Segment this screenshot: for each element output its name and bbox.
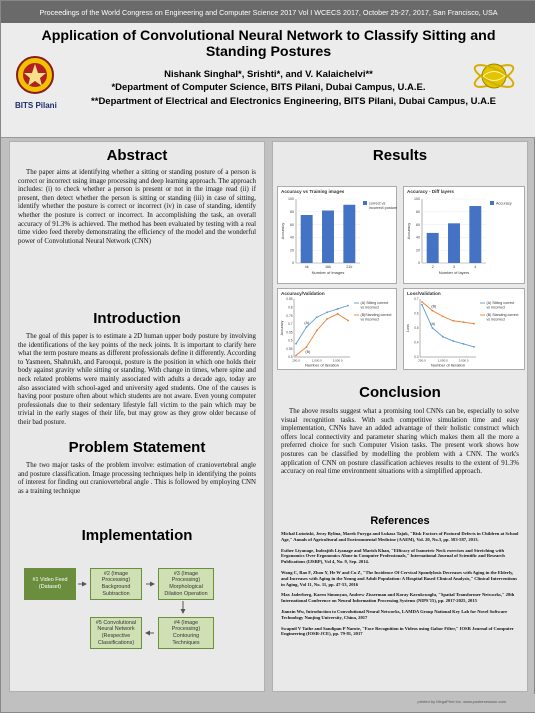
bar bbox=[469, 206, 481, 263]
flow-box-contouring: #4 (Image Processing) Contouring Techniques bbox=[158, 617, 214, 649]
chart-accuracy-validation bbox=[277, 288, 397, 370]
series-line bbox=[422, 302, 474, 324]
chart-3-title: Accuracy/Validation bbox=[281, 291, 325, 296]
data-point bbox=[421, 304, 423, 306]
legend-label: correct vs incorrect posture bbox=[369, 201, 398, 210]
y-tick-label: 20 bbox=[290, 248, 294, 253]
flow-box-cnn: #5 Convolutional Neural Network (Respective Classifications) bbox=[90, 617, 142, 649]
y-tick-label: 0.7 bbox=[414, 297, 419, 302]
chart-accuracy-filters bbox=[403, 186, 525, 284]
conference-bar: Proceedings of the World Congress on Engineering and Computer Science 2017 Vol I WCECS 2017, October 25-27, 2017, San Francisco, USA bbox=[1, 1, 535, 23]
series-b-callout: (B) bbox=[305, 350, 311, 355]
data-point bbox=[347, 305, 349, 307]
y-tick-label: 0.4 bbox=[414, 340, 419, 345]
bar bbox=[448, 223, 460, 263]
chart-1-title: Accuracy vs Training images bbox=[281, 189, 345, 194]
data-point bbox=[452, 340, 454, 342]
bar bbox=[301, 215, 313, 263]
y-tick-label: 0.65 bbox=[286, 330, 293, 335]
reference-item: Jianxin Wu, Introduction to Convolutional Neural Networks, LAMDA Group National Key Lab for Novel Software Technology Nanjing University, China, 2017 bbox=[281, 608, 508, 620]
chart-1-svg bbox=[278, 187, 398, 285]
introduction-section bbox=[18, 310, 256, 428]
x-axis-label: Number of layers bbox=[438, 270, 470, 275]
series-b-callout: (B) bbox=[431, 304, 437, 309]
x-tick-label: 4 bbox=[474, 265, 477, 269]
x-axis-label: Number of images bbox=[311, 270, 345, 275]
y-tick-label: 40 bbox=[290, 235, 294, 240]
chart-loss-validation bbox=[403, 288, 525, 370]
data-point bbox=[295, 354, 297, 356]
x-tick-label: 4k bbox=[304, 265, 309, 269]
conclusion-section bbox=[281, 384, 519, 477]
x-tick-label: 200.0 bbox=[418, 358, 426, 363]
chart-4-svg bbox=[404, 289, 526, 371]
conclusion-heading: Conclusion bbox=[359, 384, 441, 401]
y-tick-label: 100 bbox=[288, 197, 294, 202]
legend-swatch bbox=[363, 201, 367, 205]
x-tick-label: 3,000.0 bbox=[458, 358, 469, 363]
abstract-section bbox=[18, 147, 256, 246]
data-point bbox=[452, 320, 454, 322]
reference-item: Swapnil V Tathe and Sandipan P Narote, "Face Recognition in Videos using Gabor Filter," IOSR Journal of Computer Engineering (IOSR-JCE), pp. 79-81, 2017 bbox=[281, 625, 514, 637]
problem-section bbox=[18, 439, 256, 496]
reference-item: Max Jaderberg, Karen Simonyan, Andrew Zisserman and Koray Kavukcuoglu, "Spatial Transformer Networks," 28th International Conference on Neural Information Processing Systems (NIPS'15), pp. 2017-2025, 2015 bbox=[281, 592, 515, 604]
results-section bbox=[281, 147, 519, 164]
bar bbox=[322, 211, 334, 263]
references-list bbox=[281, 531, 519, 637]
legend-label: (B)Standing correct vs incorrect bbox=[360, 313, 392, 322]
results-heading: Results bbox=[372, 147, 428, 164]
chart-2-svg bbox=[404, 187, 526, 285]
flow-box-video-feed: #1 Video Feed (Dataset) bbox=[24, 568, 76, 600]
data-point bbox=[442, 336, 444, 338]
problem-text: The two major tasks of the problem involve: estimation of craniovertebral angle and posture classification. Image processing techniques help in identifying the points of interest for finding out craniovertebral angle . This is followed by employing CNN as a training technique bbox=[18, 462, 256, 495]
data-point bbox=[316, 316, 318, 318]
x-tick-label: 21k bbox=[346, 265, 353, 269]
references-heading: References bbox=[370, 515, 430, 527]
flow-box-morphological-dilation: #3 (Image Processing) Morphological Dilation Operation bbox=[158, 568, 214, 600]
data-point bbox=[306, 346, 308, 348]
chart-2-title: Accuracy - Diff layers bbox=[407, 189, 454, 194]
y-tick-label: 0.6 bbox=[288, 338, 293, 343]
y-tick-label: 0.55 bbox=[286, 346, 293, 351]
x-tick-label: 16k bbox=[324, 265, 332, 269]
affiliation-2: **Department of Electrical and Electronics Engineering, BITS Pilani, Dubai Campus, U.A.E bbox=[91, 96, 496, 107]
data-point bbox=[463, 321, 465, 323]
legend-label: (B) Standing correct vs incorrect bbox=[486, 313, 519, 322]
x-tick-label: 200.0 bbox=[292, 358, 300, 363]
poster-title: Application of Convolutional Neural Network to Classify Sitting and Standing Postures bbox=[41, 28, 496, 60]
bits-logo-icon bbox=[15, 55, 55, 95]
bar bbox=[343, 205, 355, 263]
data-point bbox=[432, 327, 434, 329]
data-point bbox=[306, 326, 308, 328]
y-tick-label: 0.6 bbox=[414, 311, 419, 316]
data-point bbox=[432, 310, 434, 312]
y-tick-label: 80 bbox=[290, 210, 294, 214]
footer-text: printed by MegaPrint Inc. www.postersession.com bbox=[417, 699, 506, 704]
y-tick-label: 0.85 bbox=[286, 297, 293, 302]
logo-text: BITS Pilani bbox=[15, 101, 57, 110]
data-point bbox=[337, 313, 339, 315]
problem-heading: Problem Statement bbox=[68, 439, 206, 456]
y-tick-label: 60 bbox=[290, 222, 294, 227]
authors: Nishank Singhal*, Srishti*, and V. Kalaichelvi** bbox=[164, 69, 373, 80]
introduction-text: The goal of this paper is to estimate a 2D human upper body posture by involving the identifications of the key points of the neck joints. It is important to clarify here what the term posture means as different professionals define it differently. According to Yasmeen, Shahrukh, and Farooqui, posture is the position in which one holds their body against gravity while sitting or standing. With change in times, where spine and neck related problems were mainly associated with adults a decade ago, today are also associated with school-aged and university aged students. One of the causes is having poor posture often about which students are not aware. Even young computer professionals due to their sedentary lifestyle fall victim to the pain which may be trivial in the early stages of their life, but may grow as they grow older because of their bad posture. bbox=[18, 333, 256, 426]
reference-item: Esther Liyanage, Indrajith Liyanage and Marish Khan, "Efficacy of Isometric Neck exercises and Stretching with Ergonomics Over Ergonomics Alone in Computer Professionals," International Journal of Scientific and Research Publications (IJSRP), Vol 4, No. 9, Sep. 2014. bbox=[281, 547, 505, 565]
series-line bbox=[296, 314, 348, 355]
y-tick-label: 0.5 bbox=[288, 355, 293, 360]
reference-item: Michał Lutoński, Jerzy Bylina, Marek Furyga and Łukasz Tajak, "Risk Factors of Postural Defects in Children at School Age," Annals of Agricultural and Environmental Medicine (AAEM), Vol. 20, No.3, pp. 583-587, 2013. bbox=[281, 531, 519, 542]
x-axis-label: Number of iteration bbox=[430, 362, 466, 368]
y-tick-label: 40 bbox=[416, 235, 420, 240]
series-a-callout: (A) bbox=[304, 321, 310, 326]
x-tick-label: 1,000.0 bbox=[311, 358, 322, 363]
y-tick-label: 0 bbox=[418, 261, 420, 266]
data-point bbox=[463, 343, 465, 345]
x-tick-label: 1,000.0 bbox=[437, 358, 448, 363]
y-axis-label: Accuracy bbox=[406, 222, 411, 240]
y-tick-label: 0.7 bbox=[288, 322, 293, 327]
abstract-heading: Abstract bbox=[106, 147, 168, 164]
data-point bbox=[337, 308, 339, 310]
y-axis-label: Loss bbox=[406, 324, 410, 332]
x-axis-label: Number of iteration bbox=[304, 362, 340, 368]
legend-label: (A) Sitting correct vs incorrect bbox=[486, 301, 515, 310]
poster-header bbox=[1, 23, 535, 138]
data-point bbox=[326, 311, 328, 313]
left-column bbox=[9, 141, 265, 692]
abstract-text: The paper aims at identifying whether a sitting or standing posture of a person is correct or incorrect using image processing and deep learning approach. The approach includes: (i) to check whether a person is present or not in the image read (ii) if present, then detect whether the person is sitting or standing (iii) in case of sitting, identify whether the posture is correct or incorrect (iv) in case of standing, identify whether the posture is correct or incorrect. In accomplishing the task, an overall accuracy of 91.3% is achieved. The method has been evaluated by testing with a real time video feed thereby demonstrating the efficiency of the model and the wonderful power of Convolutional Neural Network (CNN) bbox=[18, 169, 256, 245]
flow-arrows bbox=[18, 527, 258, 677]
data-point bbox=[326, 318, 328, 320]
chart-accuracy-training bbox=[277, 186, 397, 284]
data-point bbox=[421, 301, 423, 303]
y-axis-label: Accuracy bbox=[280, 320, 284, 336]
data-point bbox=[442, 316, 444, 318]
reference-item: Wang C, Rao F, Zhou Y, He W and Cu Z, "The Incidence Of Cervical Spondylosis Decreases with Aging in the Elderly, and Increases with Aging in the Young and Adult Population: A Hospital Based Clinical Analysis," Clinical Interventions in Aging, Vol 11, No. 11, pp. 47-53, 2016 bbox=[281, 569, 517, 587]
y-tick-label: 0 bbox=[292, 261, 294, 266]
affiliation-1: *Department of Computer Science, BITS Pilani, Dubai Campus, U.A.E. bbox=[111, 82, 426, 93]
y-tick-label: 20 bbox=[416, 248, 420, 253]
y-tick-label: 100 bbox=[414, 197, 420, 202]
introduction-heading: Introduction bbox=[93, 310, 181, 327]
legend-label: (A) Sitting correct vs incorrect bbox=[360, 301, 389, 310]
implementation-section bbox=[18, 527, 256, 677]
data-point bbox=[473, 346, 475, 348]
y-tick-label: 0.8 bbox=[288, 305, 293, 310]
series-a-callout: (A) bbox=[430, 322, 436, 326]
right-column bbox=[272, 141, 528, 692]
legend-swatch bbox=[490, 201, 494, 205]
y-tick-label: 0.75 bbox=[286, 313, 293, 318]
flow-box-background-subtraction: #2 (Image Processing) Background Subtraction bbox=[90, 568, 142, 600]
legend-label: Accuracy bbox=[496, 201, 512, 206]
x-tick-label: 2 bbox=[431, 265, 434, 269]
y-axis-label: Accuracy bbox=[280, 222, 285, 240]
conclusion-text: The above results suggest what a promising tool CNNs can be, especially to solve visual recognition tasks. With such competitive simulation time and easy implementation, CNNs have an added advantage of their holistic construct which offers local connectivity and parameter sharing which makes them all the more a preferred choice for such Computer Vision tasks. The present work shows how postures can be classified by modelling the problem with a CNN. The work's application of CNN on posture classification achieves results to the extent of 91.3% accuracy on real time environment situations with a simplified approach. bbox=[281, 408, 519, 476]
x-tick-label: 3,000.0 bbox=[332, 358, 343, 363]
y-tick-label: 0.5 bbox=[414, 326, 419, 331]
implementation-heading: Implementation bbox=[81, 527, 193, 544]
references-section bbox=[281, 515, 519, 642]
data-point bbox=[473, 323, 475, 325]
data-point bbox=[295, 343, 297, 345]
x-tick-label: 3 bbox=[452, 265, 456, 269]
footer bbox=[1, 694, 535, 712]
bar bbox=[427, 233, 439, 263]
y-tick-label: 0.3 bbox=[414, 355, 419, 360]
y-tick-label: 80 bbox=[416, 210, 420, 214]
chart-3-svg bbox=[278, 289, 398, 371]
y-tick-label: 60 bbox=[416, 222, 420, 227]
data-point bbox=[347, 320, 349, 322]
chart-4-title: Loss/Validation bbox=[407, 291, 441, 296]
data-point bbox=[316, 330, 318, 332]
